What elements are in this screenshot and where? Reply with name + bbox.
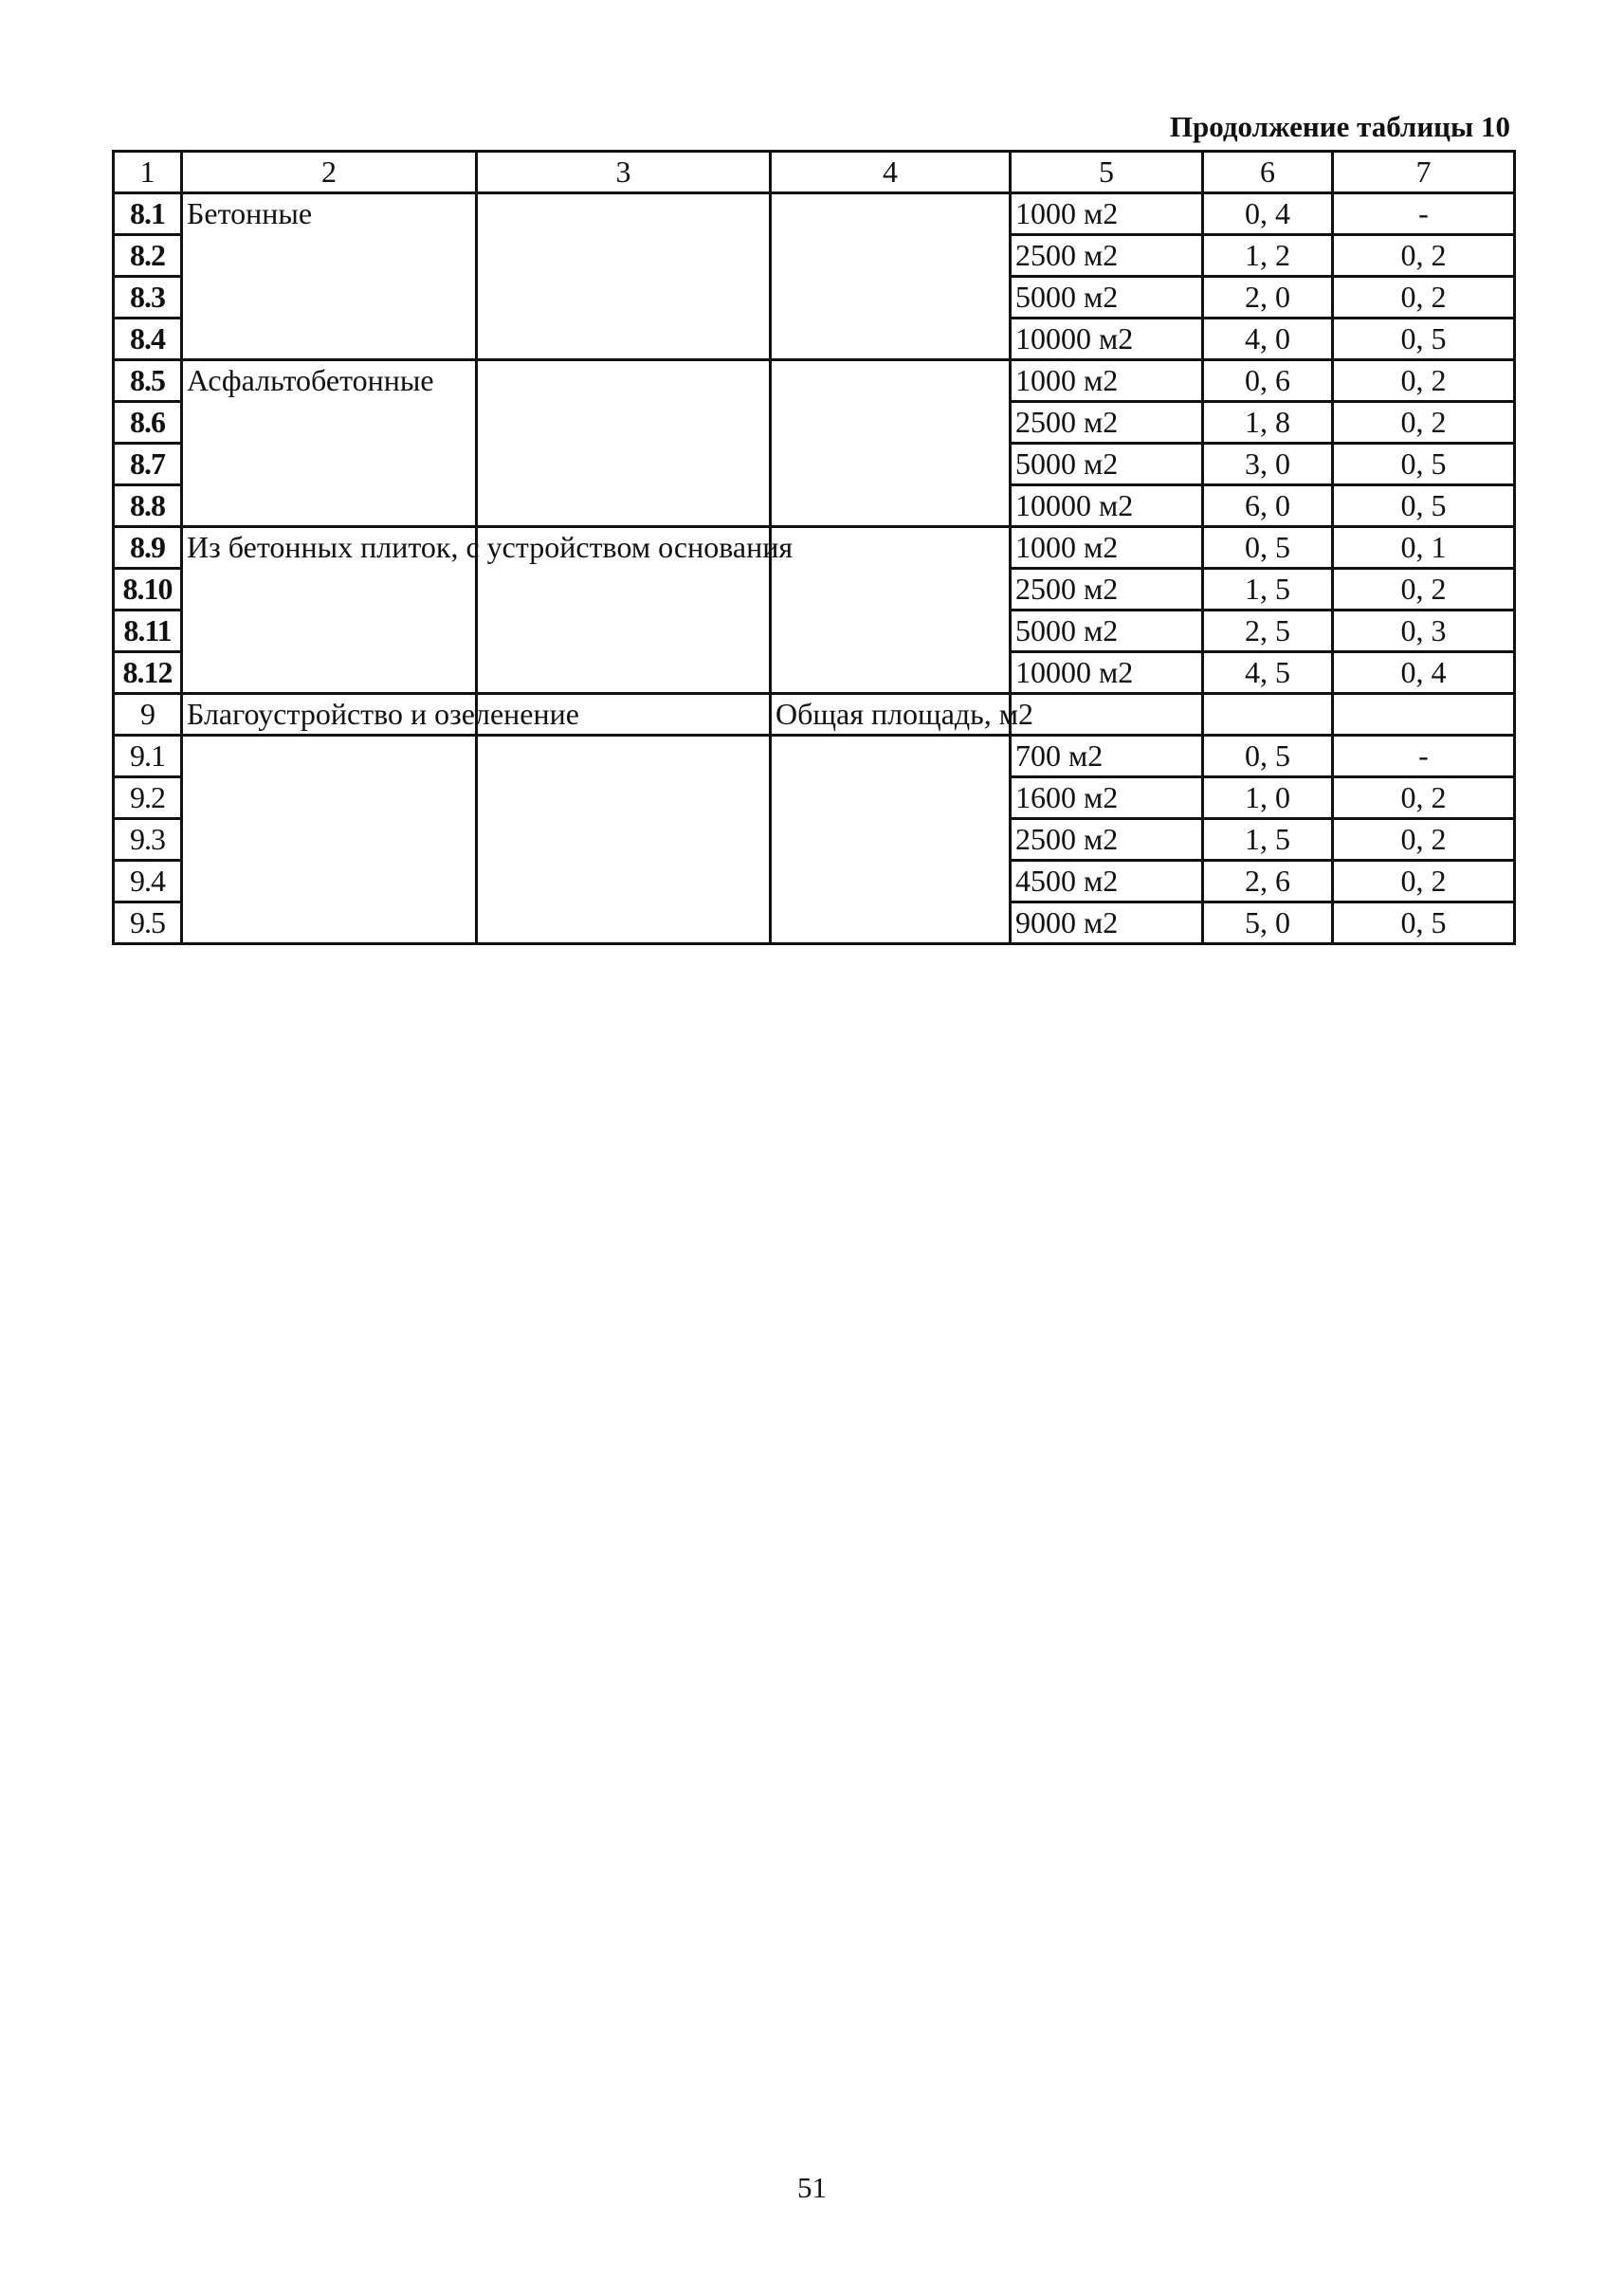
empty-cell [771, 527, 1011, 694]
value-col7: 0, 1 [1333, 527, 1515, 569]
table-row [114, 527, 1515, 569]
value-col7: 0, 3 [1333, 610, 1515, 652]
group-label: Бетонные [182, 193, 477, 360]
value-col6: 1, 2 [1203, 235, 1333, 277]
value-col6: 0, 5 [1203, 527, 1333, 569]
value-col7: 0, 5 [1333, 319, 1515, 360]
area-cell: 10000 м2 [1011, 485, 1203, 527]
value-col6: 1, 0 [1203, 777, 1333, 819]
header-cell: 1 [114, 152, 182, 193]
table-row [114, 360, 1515, 402]
value-col6: 2, 6 [1203, 861, 1333, 902]
value-col6: 0, 4 [1203, 193, 1333, 235]
area-cell: 1000 м2 [1011, 527, 1203, 569]
value-col6: 0, 6 [1203, 360, 1333, 402]
table-row [114, 193, 1515, 235]
value-col6: 0, 5 [1203, 736, 1333, 777]
row-number: 8.7 [114, 444, 182, 485]
group-label: Из бетонных плиток, с устройством основания [182, 527, 477, 694]
header-cell: 7 [1333, 152, 1515, 193]
area-cell: 2500 м2 [1011, 235, 1203, 277]
page-number: 51 [797, 2171, 827, 2204]
value-col7: 0, 5 [1333, 902, 1515, 944]
row-number: 8.9 [114, 527, 182, 569]
area-cell: 9000 м2 [1011, 902, 1203, 944]
empty-cell [771, 360, 1011, 527]
table-caption: Продолжение таблицы 10 [1169, 110, 1510, 143]
empty-cell [1011, 694, 1203, 736]
row-number: 8.11 [114, 610, 182, 652]
row-number: 8.8 [114, 485, 182, 527]
area-cell: 1000 м2 [1011, 360, 1203, 402]
value-col7: - [1333, 193, 1515, 235]
empty-cell [182, 736, 477, 944]
value-col7: 0, 2 [1333, 277, 1515, 319]
section-title: Благоустройство и озеленение [182, 694, 477, 736]
measure-label: Общая площадь, м2 [771, 694, 1011, 736]
area-cell: 10000 м2 [1011, 319, 1203, 360]
value-col6: 2, 0 [1203, 277, 1333, 319]
value-col6: 1, 5 [1203, 569, 1333, 610]
value-col7: 0, 2 [1333, 402, 1515, 444]
empty-cell [771, 736, 1011, 944]
value-col7: 0, 2 [1333, 360, 1515, 402]
header-cell: 2 [182, 152, 477, 193]
value-col6: 3, 0 [1203, 444, 1333, 485]
area-cell: 2500 м2 [1011, 569, 1203, 610]
row-number: 8.1 [114, 193, 182, 235]
row-number: 8.2 [114, 235, 182, 277]
value-col7: - [1333, 736, 1515, 777]
area-cell: 2500 м2 [1011, 819, 1203, 861]
section-row [114, 694, 1515, 736]
value-col6: 1, 8 [1203, 402, 1333, 444]
row-number: 9 [114, 694, 182, 736]
row-number: 9.4 [114, 861, 182, 902]
value-col7: 0, 4 [1333, 652, 1515, 694]
value-col6: 6, 0 [1203, 485, 1333, 527]
header-cell: 3 [477, 152, 771, 193]
row-number: 9.1 [114, 736, 182, 777]
row-number: 9.2 [114, 777, 182, 819]
header-cell: 5 [1011, 152, 1203, 193]
empty-cell [477, 193, 771, 360]
value-col7: 0, 2 [1333, 235, 1515, 277]
row-number: 8.10 [114, 569, 182, 610]
empty-cell [477, 736, 771, 944]
row-number: 8.3 [114, 277, 182, 319]
empty-cell [1203, 694, 1333, 736]
area-cell: 4500 м2 [1011, 861, 1203, 902]
area-cell: 1000 м2 [1011, 193, 1203, 235]
row-number: 8.12 [114, 652, 182, 694]
row-number: 8.4 [114, 319, 182, 360]
value-col7: 0, 2 [1333, 861, 1515, 902]
empty-cell [771, 193, 1011, 360]
data-table [112, 150, 1516, 945]
value-col7: 0, 2 [1333, 819, 1515, 861]
area-cell: 5000 м2 [1011, 610, 1203, 652]
empty-cell [1333, 694, 1515, 736]
row-number: 9.5 [114, 902, 182, 944]
group-label: Асфальтобетонные [182, 360, 477, 527]
row-number: 9.3 [114, 819, 182, 861]
area-cell: 1600 м2 [1011, 777, 1203, 819]
table-row [114, 736, 1515, 777]
value-col7: 0, 2 [1333, 777, 1515, 819]
value-col6: 4, 5 [1203, 652, 1333, 694]
header-row [114, 152, 1515, 193]
value-col6: 5, 0 [1203, 902, 1333, 944]
row-number: 8.6 [114, 402, 182, 444]
area-cell: 5000 м2 [1011, 444, 1203, 485]
row-number: 8.5 [114, 360, 182, 402]
value-col7: 0, 2 [1333, 569, 1515, 610]
area-cell: 2500 м2 [1011, 402, 1203, 444]
value-col7: 0, 5 [1333, 444, 1515, 485]
area-cell: 5000 м2 [1011, 277, 1203, 319]
value-col6: 2, 5 [1203, 610, 1333, 652]
value-col6: 1, 5 [1203, 819, 1333, 861]
value-col6: 4, 0 [1203, 319, 1333, 360]
header-cell: 6 [1203, 152, 1333, 193]
empty-cell [477, 360, 771, 527]
header-cell: 4 [771, 152, 1011, 193]
area-cell: 700 м2 [1011, 736, 1203, 777]
area-cell: 10000 м2 [1011, 652, 1203, 694]
value-col7: 0, 5 [1333, 485, 1515, 527]
